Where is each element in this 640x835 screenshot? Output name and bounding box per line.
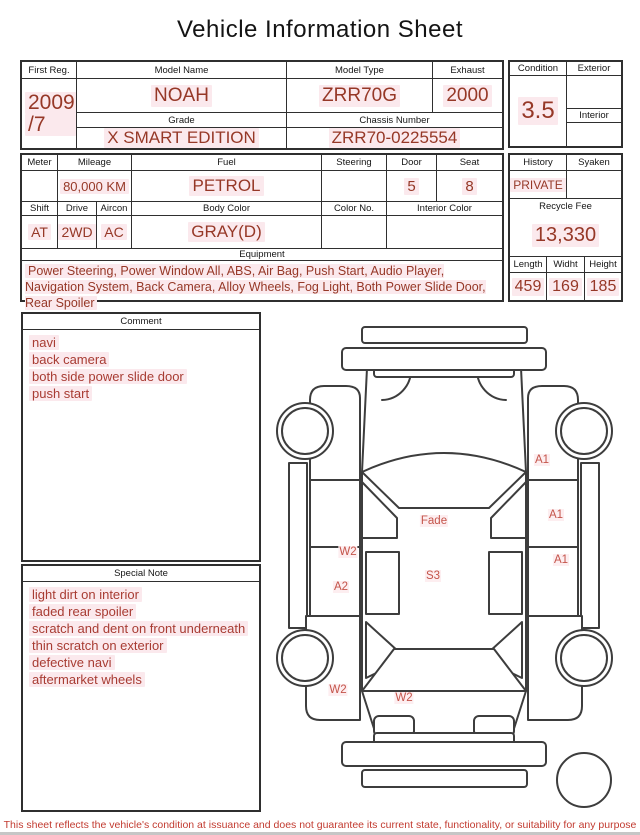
wheel-front-left — [277, 403, 333, 459]
footer-disclaimer: This sheet reflects the vehicle's condition at issuance and does not guarantee its current state, functionality, or suitability for any purpose — [3, 819, 637, 831]
rocker-panel-left — [289, 463, 307, 628]
special-note-line: defective navi — [29, 655, 115, 671]
interior-value — [567, 123, 621, 146]
first-reg-year: 2009 — [25, 92, 76, 114]
shift-label: Shift — [22, 202, 58, 216]
rocker-panel-right — [581, 463, 599, 628]
mileage-label: Mileage — [58, 155, 132, 171]
special-note-body — [23, 582, 259, 693]
drive-label: Drive — [58, 202, 97, 216]
chassis-number-value: ZRR70-0225554 — [287, 128, 502, 148]
door-label: Door — [387, 155, 437, 171]
spare-tire — [557, 753, 611, 807]
width-value: 169 — [547, 273, 585, 300]
grade-value: X SMART EDITION — [77, 128, 287, 148]
meter-value — [22, 171, 58, 201]
special-note-line: light dirt on interior — [29, 587, 142, 603]
height-value: 185 — [585, 273, 621, 300]
diagram-label-w2-7: W2 — [329, 684, 347, 696]
special-note-line: thin scratch on exterior — [29, 638, 167, 654]
syaken-value — [567, 171, 621, 198]
comment-line: push start — [29, 386, 92, 402]
window-slide-left — [366, 552, 399, 614]
door-value: 5 — [387, 171, 437, 201]
steering-label: Steering — [322, 155, 387, 171]
special-note-line: faded rear spoiler — [29, 604, 136, 620]
wheel-rear-left — [277, 630, 333, 686]
width-label: Widht — [547, 257, 585, 273]
diagram-label-fade-3: Fade — [420, 515, 448, 527]
exterior-value — [567, 76, 621, 109]
interior-color-value — [387, 216, 502, 248]
interior-color-label: Interior Color — [387, 202, 502, 216]
front-bumper — [342, 348, 546, 370]
special-note-box — [21, 564, 261, 812]
special-note-line: aftermarket wheels — [29, 672, 145, 688]
specs-table — [20, 153, 504, 310]
equipment-label: Equipment — [22, 249, 502, 261]
condition-label: Condition — [510, 62, 567, 76]
car-diagram-drawing — [274, 318, 640, 818]
diagram-label-a1-2: A1 — [553, 554, 569, 566]
diagram-label-a2-5: A2 — [333, 581, 349, 593]
history-value: PRIVATE — [510, 171, 567, 198]
condition-score: 3.5 — [510, 76, 567, 146]
diagram-label-a1-1: A1 — [548, 509, 564, 521]
history-table — [508, 153, 623, 302]
syaken-label: Syaken — [567, 155, 621, 171]
aircon-value: AC — [97, 216, 132, 248]
aircon-label: Aircon — [97, 202, 132, 216]
diagram-label-s3-6: S3 — [425, 570, 441, 582]
body-color-label: Body Color — [132, 202, 322, 216]
window-slide-right — [489, 552, 522, 614]
special-note-line: scratch and dent on front underneath — [29, 621, 248, 637]
equipment-value: Power Steering, Power Window All, ABS, Air Bag, Push Start, Audio Player, Navigation System, Back Camera, Alloy Wheels, Fog Light, Both Power Slide Door, Rear Spoiler — [25, 264, 486, 310]
chassis-number-label: Chassis Number — [287, 113, 502, 128]
special-note-header: Special Note — [23, 566, 259, 582]
rear-skirt — [362, 770, 527, 787]
model-type-value: ZRR70G — [287, 79, 433, 113]
color-no-value — [322, 216, 387, 248]
exhaust-value: 2000 — [433, 79, 502, 113]
diagram-label-w2-4: W2 — [339, 546, 357, 558]
seat-value: 8 — [437, 171, 502, 201]
fuel-value: PETROL — [132, 171, 322, 201]
wheel-rear-right — [556, 630, 612, 686]
condition-table — [508, 60, 623, 148]
recycle-fee-label: Recycle Fee — [539, 201, 592, 212]
registration-table — [20, 60, 504, 150]
rear-bumper — [342, 742, 546, 766]
length-value: 459 — [510, 273, 547, 300]
height-label: Height — [585, 257, 621, 273]
meter-label: Meter — [22, 155, 58, 171]
interior-label: Interior — [567, 109, 621, 123]
fuel-label: Fuel — [132, 155, 322, 171]
recycle-fee-value: 13,330 — [510, 214, 621, 256]
shift-value: AT — [22, 216, 58, 248]
model-name-value: NOAH — [77, 79, 287, 113]
exterior-label: Exterior — [567, 62, 621, 76]
diagram-label-w2-8: W2 — [395, 692, 413, 704]
first-reg-value — [22, 79, 77, 148]
length-label: Length — [510, 257, 547, 273]
grade-label: Grade — [77, 113, 287, 128]
mileage-value: 80,000 KM — [58, 171, 132, 201]
color-no-label: Color No. — [322, 202, 387, 216]
body-color-value: GRAY(D) — [132, 216, 322, 248]
first-reg-label: First Reg. — [22, 62, 77, 79]
page-title: Vehicle Information Sheet — [176, 16, 463, 43]
comment-header: Comment — [23, 314, 259, 330]
wheel-front-right — [556, 403, 612, 459]
drive-value: 2WD — [58, 216, 97, 248]
exhaust-label: Exhaust — [433, 62, 502, 79]
history-label: History — [510, 155, 567, 171]
model-type-label: Model Type — [287, 62, 433, 79]
model-name-label: Model Name — [77, 62, 287, 79]
front-grille — [362, 327, 527, 343]
diagram-label-a1-0: A1 — [534, 454, 550, 466]
comment-body — [23, 330, 259, 407]
car-diagram — [274, 318, 640, 818]
comment-line: both side power slide door — [29, 369, 187, 385]
comment-line: navi — [29, 335, 59, 351]
seat-label: Seat — [437, 155, 502, 171]
comment-box — [21, 312, 261, 562]
steering-value — [322, 171, 387, 201]
first-reg-month: /7 — [25, 114, 76, 136]
comment-line: back camera — [29, 352, 109, 368]
